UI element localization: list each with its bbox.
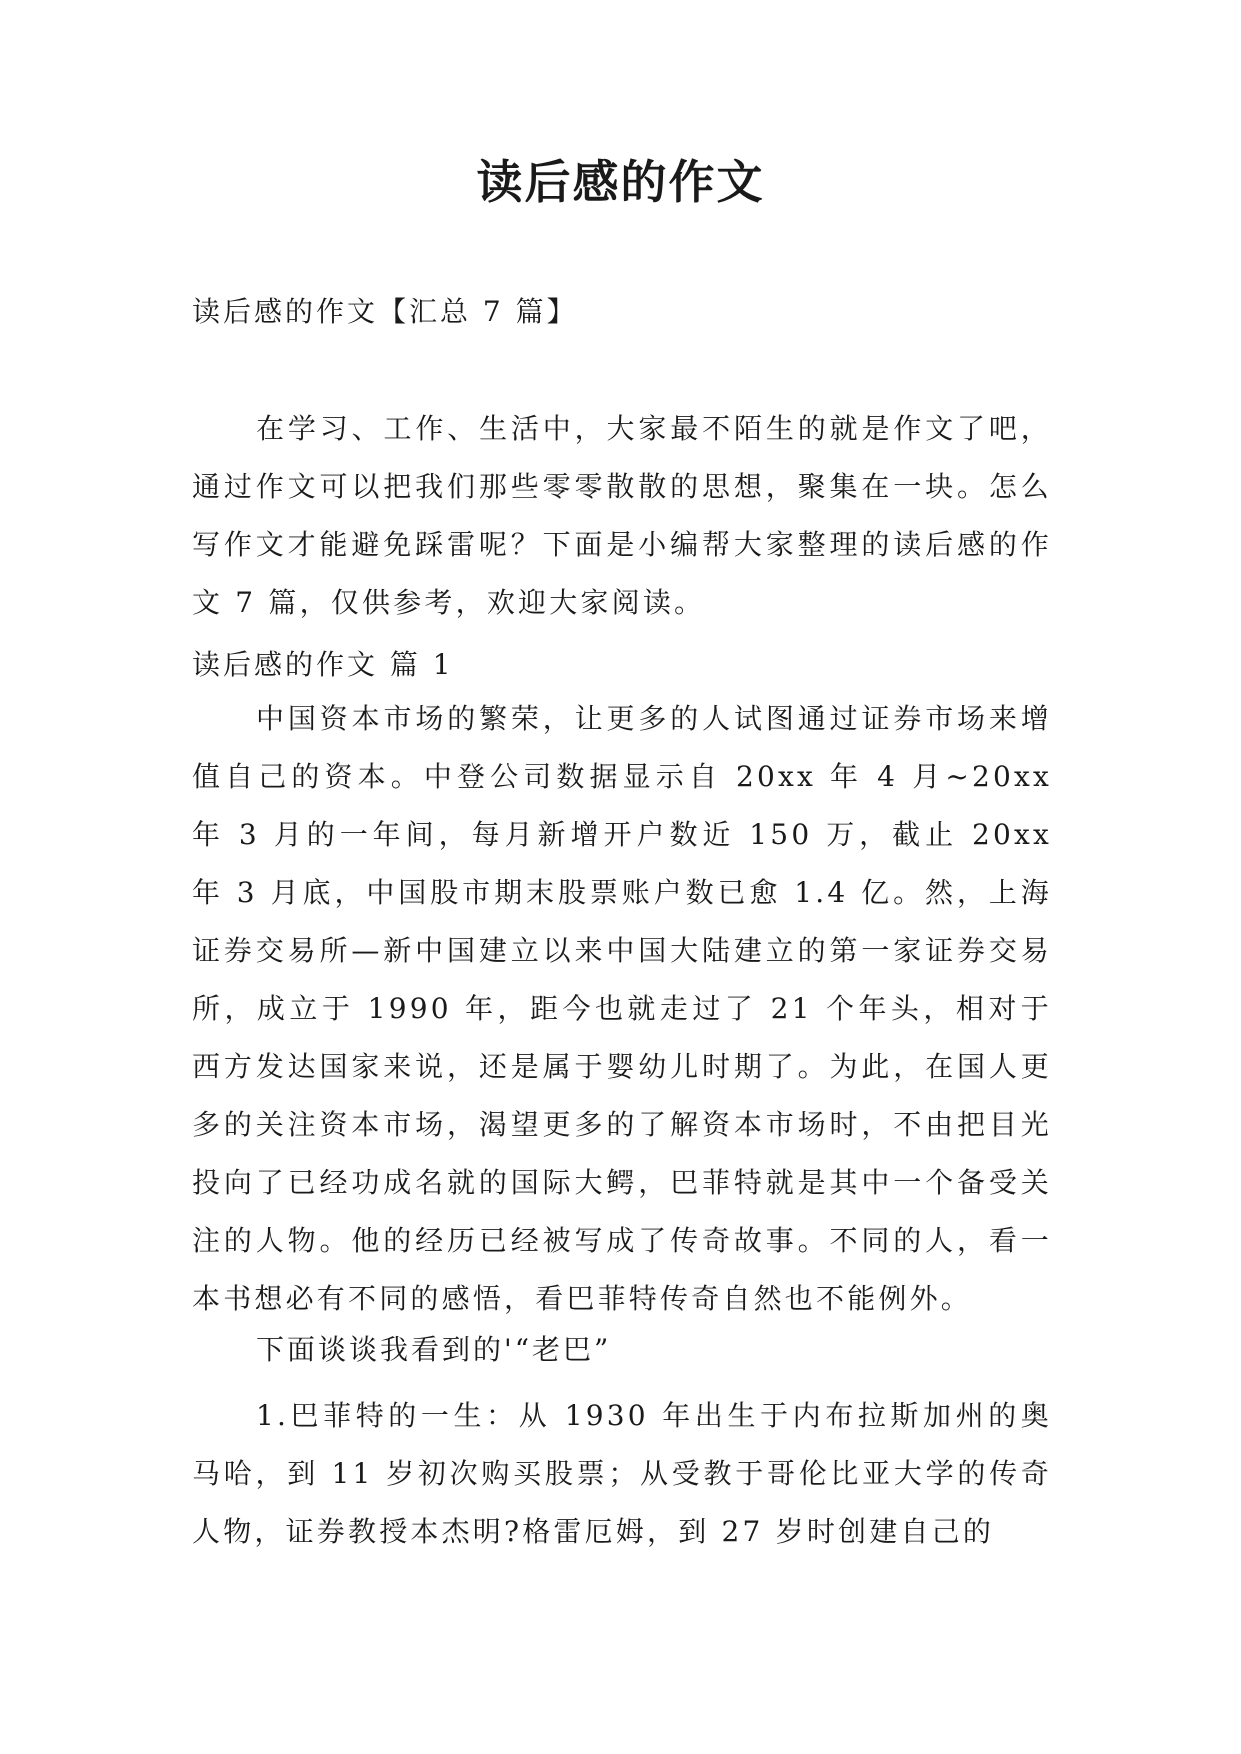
section-heading: 读后感的作文 篇 1 [192,648,454,681]
section-paragraph: 中国资本市场的繁荣，让更多的人试图通过证券市场来增值自己的资本。中登公司数据显示自 20xx 年 4 月~20xx 年 3 月的一年间，每月新增开户数近 150 万，截止 20xx 年 3 月底，中国股市期末股票账户数已愈 1.4 亿。然，上海证券交易所—新中国建立以来中国大陆建立的第一家证券交易所，成立于 1990 年，距今也就走过了 21 个年头，相对于西方发达国家来说，还是属于婴幼儿时期了。为此，在国人更多的关注资本市场，渴望更多的了解资本市场时，不由把目光投向了已经功成名就的国际大鳄，巴菲特就是其中一个备受关注的人物。他的经历已经被写成了传奇故事。不同的人，看一本书想必有不同的感悟，看巴菲特传奇自然也不能例外。 [192,702,1052,1315]
point-1-paragraph: 1.巴菲特的一生：从 1930 年出生于内布拉斯加州的奥马哈，到 11 岁初次购买股票；从受教于哥伦比亚大学的传奇人物，证券教授本杰明?格雷厄姆，到 27 岁时创建自己的 [192,1399,1052,1548]
document-subtitle: 读后感的作文【汇总 7 篇】 [192,295,578,328]
intro-paragraph: 在学习、工作、生活中，大家最不陌生的就是作文了吧，通过作文可以把我们那些零零散散的思想，聚集在一块。怎么写作文才能避免踩雷呢？下面是小编帮大家整理的读后感的作文 7 篇，仅供参考，欢迎大家阅读。 [192,412,1052,619]
talk-line: 下面谈谈我看到的'“老巴” [256,1333,612,1366]
document-title: 读后感的作文 [476,155,765,209]
